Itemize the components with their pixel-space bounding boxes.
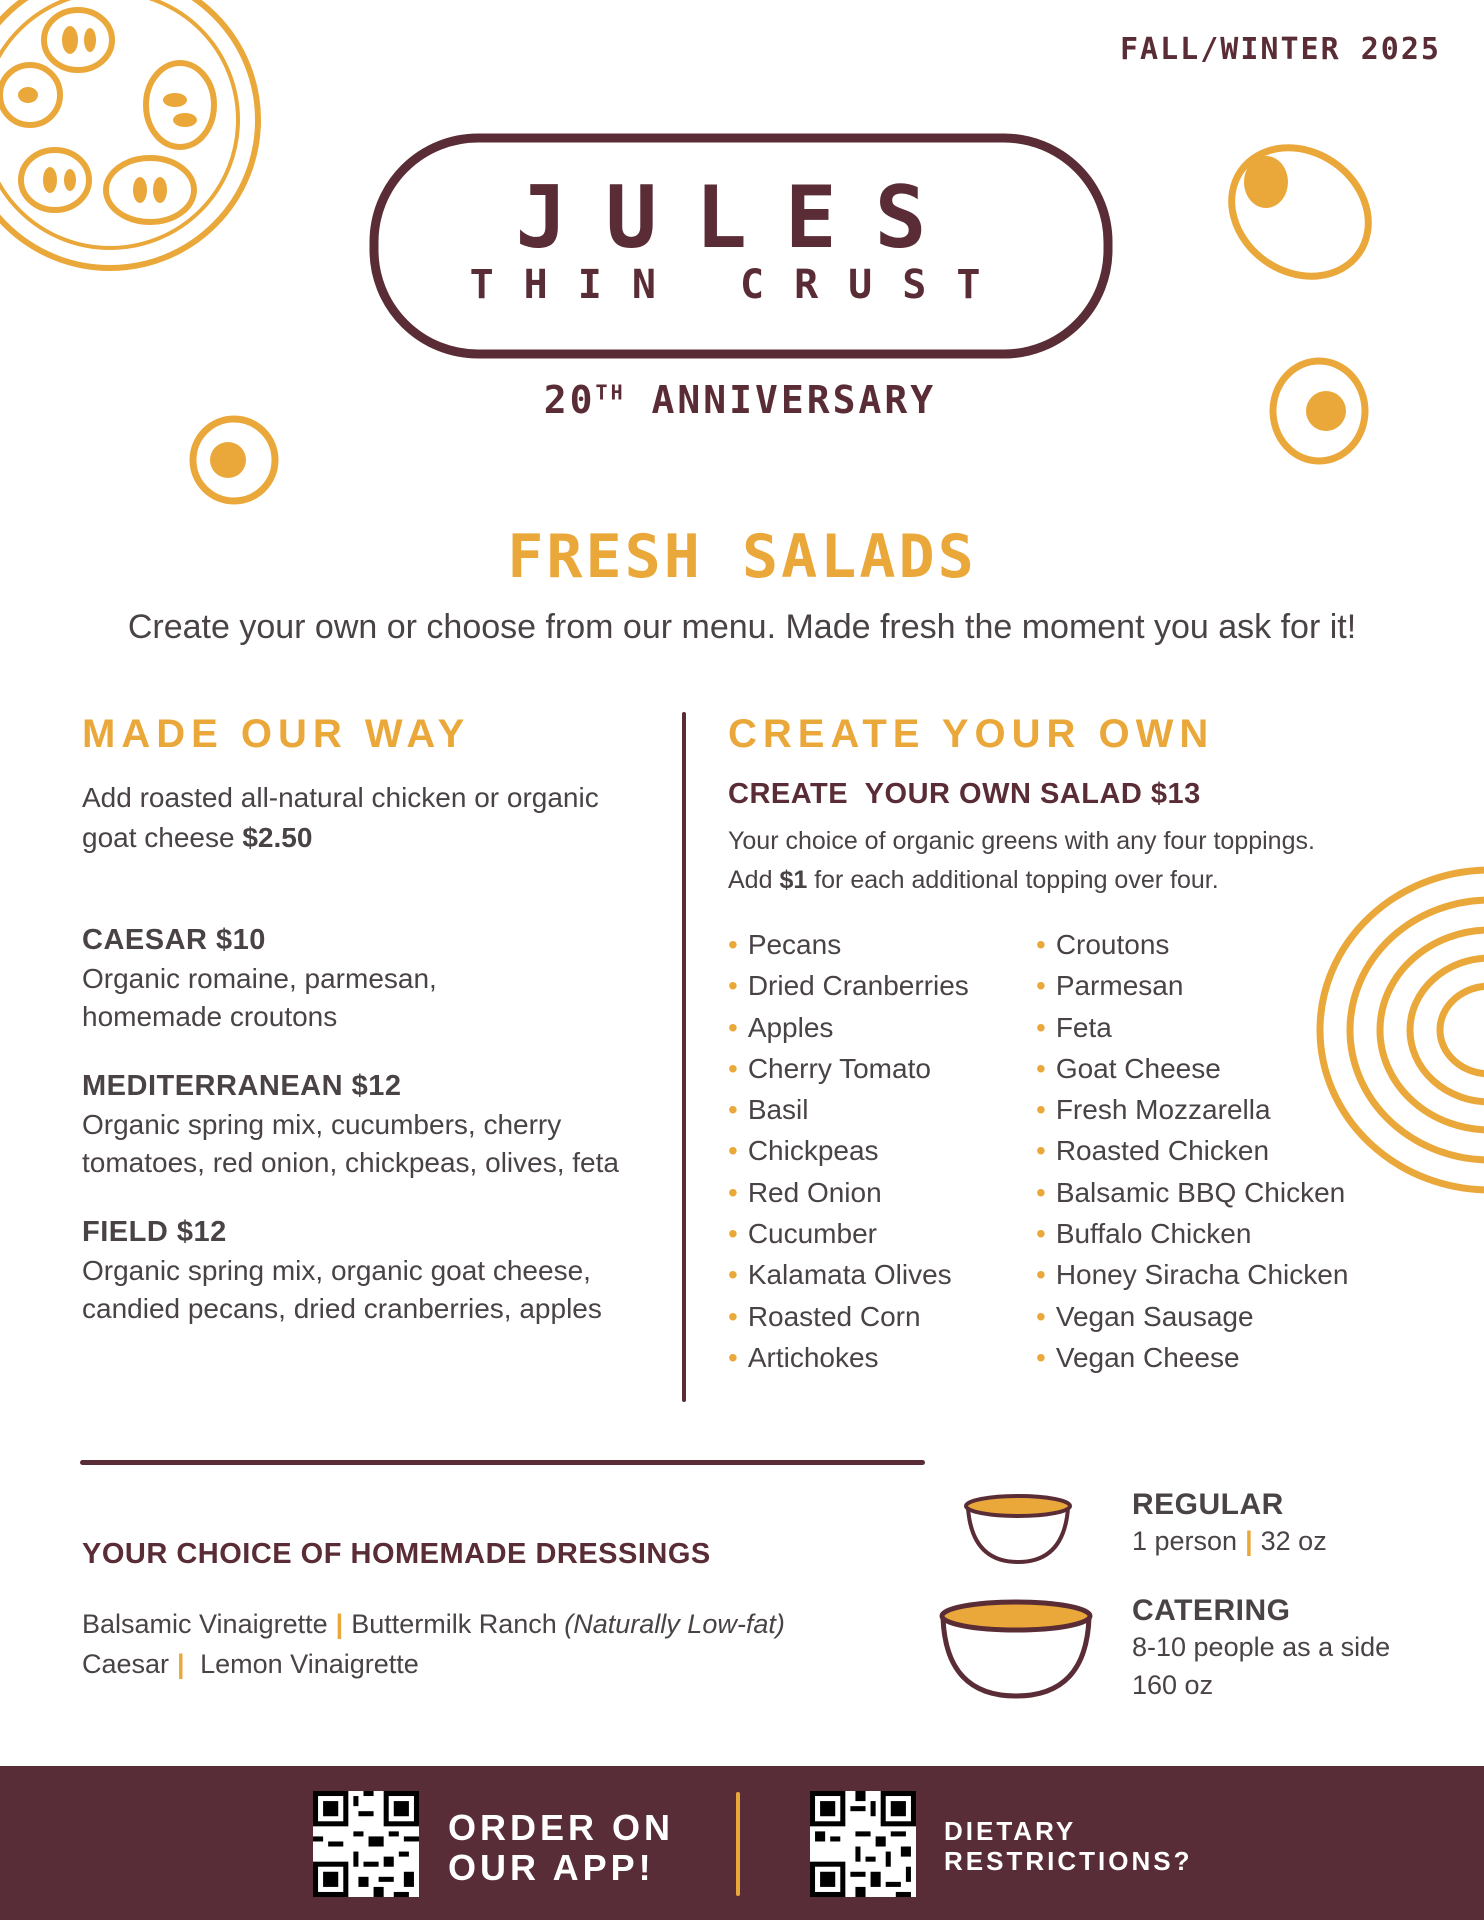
page-title: FRESH SALADS xyxy=(507,522,977,592)
made-our-way-heading: MADE OUR WAY xyxy=(82,712,471,756)
topping-item: • Kalamata Olives xyxy=(728,1254,969,1295)
topping-item: • Artichokes xyxy=(728,1337,969,1378)
olive-slice-icon xyxy=(186,412,282,508)
anniversary-label: 20TH ANNIVERSARY xyxy=(543,378,937,422)
qr-code-icon[interactable] xyxy=(810,1791,916,1897)
size-catering: CATERING 8-10 people as a side 160 oz xyxy=(1132,1594,1391,1700)
create-your-own-heading: CREATE YOUR OWN xyxy=(728,712,1215,756)
salad-item xyxy=(82,1066,642,1182)
topping-item: • Roasted Chicken xyxy=(1036,1130,1348,1171)
page-intro: Create your own or choose from our menu. Made fresh the moment you ask for it! xyxy=(127,608,1357,646)
bowl-icon xyxy=(958,1492,1078,1568)
brand-name: JULES xyxy=(515,168,965,268)
order-on-app-label[interactable]: ORDER ON OUR APP! xyxy=(448,1807,675,1888)
citrus-slice-icon xyxy=(0,0,270,290)
footer-bar xyxy=(0,1766,1484,1920)
column-divider xyxy=(682,712,686,1402)
topping-item: • Roasted Corn xyxy=(728,1296,969,1337)
salad-description: Organic spring mix, organic goat cheese, candied pecans, dried cranberries, apples xyxy=(82,1255,602,1324)
salad-item xyxy=(82,920,642,1036)
topping-item: • Honey Siracha Chicken xyxy=(1036,1254,1348,1295)
brand-subtitle: THIN CRUST xyxy=(469,262,1011,308)
salad-name: CAESAR $10 xyxy=(82,924,266,956)
topping-item: • Cherry Tomato xyxy=(728,1048,969,1089)
topping-item: • Apples xyxy=(728,1007,969,1048)
egg-icon xyxy=(1210,132,1390,292)
footer-divider xyxy=(736,1792,740,1896)
create-salad-description: Your choice of organic greens with any four toppings. Add $1 for each additional topping over four. xyxy=(728,827,1315,894)
size-regular: REGULAR 1 person | 32 oz xyxy=(1132,1488,1327,1556)
dressings-line: Balsamic Vinaigrette | Buttermilk Ranch (Naturally Low-fat) xyxy=(82,1609,785,1639)
section-divider xyxy=(80,1460,925,1465)
topping-item: • Chickpeas xyxy=(728,1130,969,1171)
toppings-list xyxy=(728,924,969,1378)
dietary-restrictions-label[interactable]: DIETARY RESTRICTIONS? xyxy=(944,1816,1193,1876)
topping-item: • Balsamic BBQ Chicken xyxy=(1036,1172,1348,1213)
topping-item: • Vegan Sausage xyxy=(1036,1296,1348,1337)
dressings-heading: YOUR CHOICE OF HOMEMADE DRESSINGS xyxy=(82,1538,711,1570)
topping-item: • Parmesan xyxy=(1036,965,1348,1006)
topping-item: • Pecans xyxy=(728,924,969,965)
salad-name: FIELD $12 xyxy=(82,1216,227,1248)
bowl-icon xyxy=(936,1596,1096,1702)
dressings-line: Caesar | Lemon Vinaigrette xyxy=(82,1649,419,1679)
season-label: FALL/WINTER 2025 xyxy=(1120,32,1441,67)
topping-item: • Feta xyxy=(1036,1007,1348,1048)
salad-description: Organic spring mix, cucumbers, cherry tomatoes, red onion, chickpeas, olives, feta xyxy=(82,1109,619,1178)
addon-note: Add roasted all-natural chicken or organic goat cheese $2.50 xyxy=(82,782,599,853)
qr-code-icon[interactable] xyxy=(313,1791,419,1897)
topping-item: • Dried Cranberries xyxy=(728,965,969,1006)
topping-item: • Cucumber xyxy=(728,1213,969,1254)
topping-item: • Buffalo Chicken xyxy=(1036,1213,1348,1254)
toppings-list xyxy=(1036,924,1348,1378)
salad-item xyxy=(82,1212,642,1328)
create-salad-title: CREATE YOUR OWN SALAD $13 xyxy=(728,778,1201,810)
salad-description: Organic romaine, parmesan, homemade croutons xyxy=(82,963,437,1032)
olive-slice-icon xyxy=(1266,356,1372,466)
topping-item: • Red Onion xyxy=(728,1172,969,1213)
salad-name: MEDITERRANEAN $12 xyxy=(82,1070,402,1102)
topping-item: • Croutons xyxy=(1036,924,1348,965)
topping-item: • Vegan Cheese xyxy=(1036,1337,1348,1378)
topping-item: • Fresh Mozzarella xyxy=(1036,1089,1348,1130)
topping-item: • Basil xyxy=(728,1089,969,1130)
topping-item: • Goat Cheese xyxy=(1036,1048,1348,1089)
